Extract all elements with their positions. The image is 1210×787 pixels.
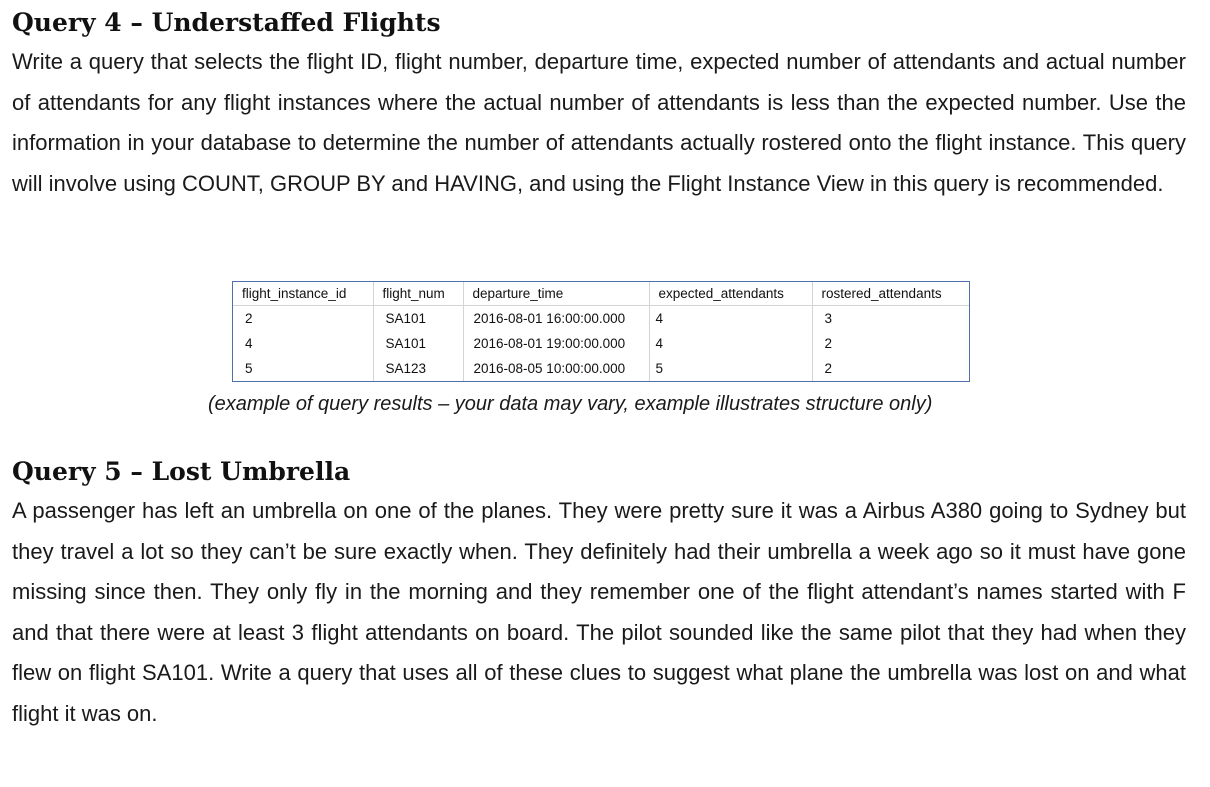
column-header-flight-instance-id: flight_instance_id [233,282,373,306]
query4-paragraph: Write a query that selects the flight ID, flight number, departure time, expected number of attendants and actual number of attendants for any flight instances where the actual number of attendants is less than the expected number. Use the information in your database to determine the number of attendants actually rostered onto the flight instance. This query will involve using COUNT, GROUP BY and HAVING, and using the Flight Instance View in this query is recommended. [12,49,1186,196]
cell-expected-attendants: 4 [649,331,812,356]
cell-rostered-attendants: 3 [824,311,833,326]
query4-heading: Query 4 – Understaffed Flights [12,8,441,37]
column-header-departure-time: departure_time [463,282,649,306]
column-header-expected-attendants: expected_attendants [649,282,812,306]
cell-departure-time: 2016-08-01 19:00:00.000 [463,331,649,356]
cell-rostered-attendants: 2 [824,361,833,376]
query5-heading: Query 5 – Lost Umbrella [12,457,351,486]
table-row [233,306,969,332]
cell-flight-num: SA101 [373,331,463,356]
column-header-flight-num: flight_num [373,282,463,306]
cell-flight-instance-id: 4 [233,331,373,356]
cell-departure-time: 2016-08-05 10:00:00.000 [463,356,649,381]
query-results-grid [232,281,970,382]
cell-flight-instance-id: 5 [233,356,373,381]
cell-expected-attendants: 4 [649,306,812,332]
cell-rostered-attendants: 2 [824,336,833,351]
cell-departure-time: 2016-08-01 16:00:00.000 [463,306,649,332]
table-row [233,356,969,381]
column-header-rostered-attendants: rostered_attendants [812,282,969,306]
cell-flight-num: SA123 [373,356,463,381]
results-caption: (example of query results – your data may vary, example illustrates structure only) [208,393,933,415]
table-row [233,331,969,356]
cell-flight-num: SA101 [373,306,463,332]
cell-expected-attendants: 5 [649,356,812,381]
query5-paragraph: A passenger has left an umbrella on one of the planes. They were pretty sure it was a Airbus A380 going to Sydney but they travel a lot so they can’t be sure exactly when. They definitely had their umbrella a week ago so it must have gone missing since then. They only fly in the morning and they remember one of the flight attendant’s names started with F and that there were at least 3 flight attendants on board. The pilot sounded like the same pilot that they had when they flew on flight SA101. Write a query that uses all of these clues to suggest what plane the umbrella was lost on and what flight it was on. [12,498,1186,726]
cell-flight-instance-id: 2 [233,306,373,332]
table-header-row [233,282,969,306]
